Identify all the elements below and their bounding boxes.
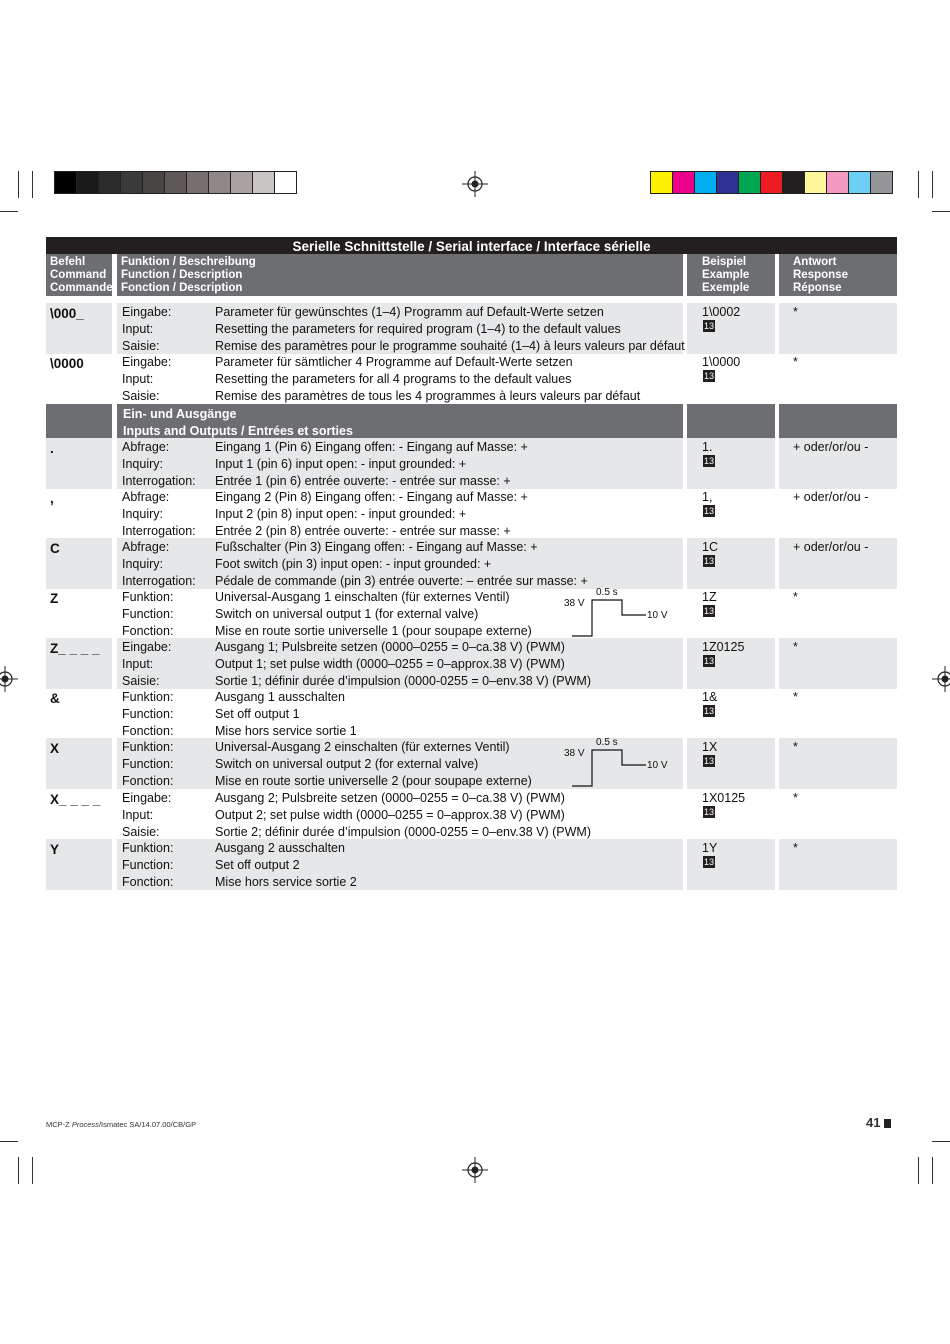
label-cell — [117, 789, 215, 840]
color-swatch — [165, 172, 187, 193]
section-cell — [779, 404, 897, 438]
response-text: + oder/or/ou - — [793, 440, 869, 454]
row-label: Abfrage: — [122, 540, 170, 554]
color-swatch — [651, 172, 673, 193]
color-swatch — [143, 172, 165, 193]
table-title: Serielle Schnittstelle / Serial interface / Interface sérielle — [46, 237, 897, 254]
description-cell — [215, 303, 683, 354]
row-label: Abfrage: — [122, 440, 170, 454]
command-code: X_ _ _ _ — [50, 792, 101, 807]
color-swatch — [231, 172, 253, 193]
row-label: Saisie: — [122, 388, 160, 403]
section-cell — [687, 404, 775, 438]
row-label: Fonction: — [122, 723, 174, 738]
row-description: Ausgang 2 ausschalten — [215, 841, 345, 855]
row-label: Function: — [122, 706, 174, 721]
row-label: Eingabe: — [122, 640, 172, 654]
row-label: Input: — [122, 321, 154, 336]
row-description: Remise des paramètres pour le programme souhaité (1–4) à leurs valeurs par défaut — [215, 338, 685, 353]
header-beispiel — [687, 254, 775, 296]
command-code: \000_ — [50, 306, 84, 321]
registration-mark-right-icon — [932, 666, 950, 692]
crop-mark — [918, 171, 919, 198]
row-description: Universal-Ausgang 2 einschalten (für externes Ventil) — [215, 740, 510, 754]
example-cell — [687, 738, 775, 789]
command-code: . — [50, 441, 54, 456]
command-cell — [46, 638, 112, 689]
row-description: Eingang 1 (Pin 6) Eingang offen: - Eingang auf Masse: + — [215, 440, 528, 454]
response-cell — [779, 588, 897, 639]
example-cell — [687, 588, 775, 639]
page-number-text: 41 — [866, 1115, 881, 1130]
color-swatch — [717, 172, 739, 193]
command-cell — [46, 438, 112, 489]
example-cell — [687, 353, 775, 404]
color-swatch — [849, 172, 871, 193]
response-text: * — [793, 355, 798, 369]
section-heading-line: Inputs and Outputs / Entrées et sorties — [123, 423, 353, 438]
row-description: Resetting the parameters for all 4 programs to the default values — [215, 371, 572, 386]
command-code: C — [50, 541, 60, 556]
color-swatch — [783, 172, 805, 193]
row-label: Inquiry: — [122, 506, 163, 521]
description-cell — [215, 488, 683, 539]
color-swatch — [805, 172, 827, 193]
row-description: Parameter für gewünschtes (1–4) Programm auf Default-Werte setzen — [215, 305, 604, 319]
command-cell — [46, 353, 112, 404]
row-label: Fonction: — [122, 874, 174, 889]
row-description: Parameter für sämtlicher 4 Programme auf Default-Werte setzen — [215, 355, 573, 369]
header-text: Response — [793, 269, 848, 281]
color-swatch — [253, 172, 275, 193]
color-swatch — [187, 172, 209, 193]
command-cell — [46, 688, 112, 739]
row-description: Set off output 1 — [215, 706, 300, 721]
response-cell — [779, 638, 897, 689]
row-description: Entrée 1 (pin 6) entrée ouverte: - entrée sur masse: + — [215, 473, 511, 488]
command-cell — [46, 738, 112, 789]
row-description: Entrée 2 (pin 8) entrée ouverte: - entrée sur masse: + — [215, 523, 511, 538]
row-label: Fonction: — [122, 773, 174, 788]
command-cell — [46, 839, 112, 890]
row-description: Foot switch (pin 3) input open: - input grounded: + — [215, 556, 492, 571]
example-text: 1C — [702, 540, 718, 554]
example-text: 1Z — [702, 590, 717, 604]
row-label: Funktion: — [122, 740, 174, 754]
header-antwort — [779, 254, 897, 296]
registration-mark-bottom-icon — [462, 1157, 488, 1183]
row-description: Input 1 (pin 6) input open: - input grounded: + — [215, 456, 467, 471]
label-cell — [117, 688, 215, 739]
description-cell — [215, 688, 683, 739]
header-funktion — [117, 254, 683, 296]
row-label: Eingabe: — [122, 791, 172, 805]
response-text: + oder/or/ou - — [793, 540, 869, 554]
header-text: Fonction / Description — [121, 282, 243, 294]
row-label: Function: — [122, 606, 174, 621]
label-cell — [117, 588, 215, 639]
registration-mark-left-icon — [0, 666, 18, 692]
row-description: Sortie 1; définir durée d’impulsion (0000-0255 = 0–env.38 V) (PWM) — [215, 673, 592, 688]
command-code: & — [50, 691, 60, 706]
color-swatch — [673, 172, 695, 193]
pulse-high-voltage: 38 V — [564, 748, 585, 759]
label-cell — [117, 488, 215, 539]
footer-text-italic: Process — [71, 1120, 99, 1129]
example-text: 1, — [702, 490, 713, 504]
example-cell — [687, 789, 775, 840]
row-label: Saisie: — [122, 338, 160, 353]
label-cell — [117, 303, 215, 354]
command-code: Y — [50, 842, 60, 857]
example-cell — [687, 438, 775, 489]
carriage-return-icon: 13 — [704, 857, 715, 867]
color-swatch — [275, 172, 296, 193]
section-heading — [117, 404, 683, 438]
command-cell — [46, 588, 112, 639]
command-code: \0000 — [50, 356, 84, 371]
pulse-low-voltage: 10 V — [647, 760, 668, 771]
crop-mark — [32, 171, 33, 198]
description-cell — [215, 638, 683, 689]
pulse-duration: 0.5 s — [596, 737, 618, 748]
carriage-return-icon: 13 — [704, 656, 715, 666]
pulse-duration: 0.5 s — [596, 587, 618, 598]
header-text: Beispiel — [702, 256, 747, 268]
row-label: Fonction: — [122, 623, 174, 638]
row-description: Switch on universal output 1 (for external valve) — [215, 606, 479, 621]
row-label: Input: — [122, 807, 154, 822]
crop-mark — [918, 1157, 919, 1184]
response-cell — [779, 738, 897, 789]
description-cell — [215, 839, 683, 890]
response-text: * — [793, 305, 798, 319]
response-cell — [779, 438, 897, 489]
page-marker-icon — [884, 1119, 891, 1128]
registration-mark-top-icon — [462, 171, 488, 197]
response-text: * — [793, 791, 798, 805]
color-swatch — [77, 172, 99, 193]
row-description: Mise en route sortie universelle 2 (pour soupape externe) — [215, 773, 532, 788]
footer-text: MCP-Z — [46, 1120, 72, 1129]
color-swatch — [695, 172, 717, 193]
command-cell — [46, 789, 112, 840]
row-description: Mise en route sortie universelle 1 (pour soupape externe) — [215, 623, 532, 638]
command-code: Z_ _ _ _ — [50, 641, 100, 656]
description-cell — [215, 438, 683, 489]
color-swatch — [99, 172, 121, 193]
section-cell — [46, 404, 112, 438]
row-label: Saisie: — [122, 824, 160, 839]
label-cell — [117, 538, 215, 589]
row-label: Funktion: — [122, 841, 174, 855]
response-cell — [779, 353, 897, 404]
header-text: Function / Description — [121, 269, 243, 281]
example-text: 1Y — [702, 841, 718, 855]
description-cell — [215, 538, 683, 589]
header-befehl — [46, 254, 112, 296]
row-description: Input 2 (pin 8) input open: - input grounded: + — [215, 506, 467, 521]
carriage-return-icon: 13 — [704, 756, 715, 766]
row-description: Switch on universal output 2 (for external valve) — [215, 756, 479, 771]
header-text: Commande — [50, 282, 113, 294]
row-description: Eingang 2 (Pin 8) Eingang offen: - Eingang auf Masse: + — [215, 490, 528, 504]
response-text: * — [793, 640, 798, 654]
row-description: Fußschalter (Pin 3) Eingang offen: - Eingang auf Masse: + — [215, 540, 538, 554]
crop-mark — [32, 1157, 33, 1184]
example-cell — [687, 839, 775, 890]
crop-mark — [932, 1141, 950, 1142]
carriage-return-icon: 13 — [704, 506, 715, 516]
section-heading-line: Ein- und Ausgänge — [123, 407, 237, 421]
page-number — [866, 1115, 891, 1130]
pulse-high-voltage: 38 V — [564, 598, 585, 609]
row-description: Mise hors service sortie 2 — [215, 874, 357, 889]
row-description: Ausgang 1; Pulsbreite setzen (0000–0255 = 0–ca.38 V) (PWM) — [215, 640, 565, 654]
row-description: Output 2; set pulse width (0000–0255 = 0–approx.38 V) (PWM) — [215, 807, 565, 822]
color-swatch — [827, 172, 849, 193]
row-description: Universal-Ausgang 1 einschalten (für externes Ventil) — [215, 590, 510, 604]
row-label: Funktion: — [122, 690, 174, 704]
header-text: Funktion / Beschreibung — [121, 256, 256, 268]
footer-text: /Ismatec SA/14.07.00/CB/GP — [98, 1120, 197, 1129]
header-text: Example — [702, 269, 750, 281]
example-cell — [687, 538, 775, 589]
response-text: + oder/or/ou - — [793, 490, 869, 504]
row-label: Interrogation: — [122, 573, 196, 588]
row-label: Inquiry: — [122, 556, 163, 571]
row-description: Set off output 2 — [215, 857, 300, 872]
crop-mark — [932, 1157, 933, 1184]
carriage-return-icon: 13 — [704, 706, 715, 716]
row-label: Input: — [122, 371, 154, 386]
response-cell — [779, 789, 897, 840]
row-description: Ausgang 1 ausschalten — [215, 690, 345, 704]
row-description: Output 1; set pulse width (0000–0255 = 0–approx.38 V) (PWM) — [215, 656, 565, 671]
example-text: 1X — [702, 740, 718, 754]
label-cell — [117, 839, 215, 890]
row-label: Function: — [122, 857, 174, 872]
response-cell — [779, 688, 897, 739]
command-cell — [46, 488, 112, 539]
label-cell — [117, 638, 215, 689]
header-text: Befehl — [50, 256, 86, 268]
example-text: 1& — [702, 690, 718, 704]
command-cell — [46, 538, 112, 589]
example-text: 1\0000 — [702, 355, 741, 369]
example-text: 1. — [702, 440, 713, 454]
color-swatch — [209, 172, 231, 193]
crop-mark — [0, 1141, 18, 1142]
example-cell — [687, 688, 775, 739]
footer-reference — [46, 1120, 196, 1129]
label-cell — [117, 738, 215, 789]
label-cell — [117, 438, 215, 489]
row-label: Funktion: — [122, 590, 174, 604]
response-cell — [779, 303, 897, 354]
row-label: Abfrage: — [122, 490, 170, 504]
header-text: Command — [50, 269, 107, 281]
example-cell — [687, 638, 775, 689]
response-cell — [779, 538, 897, 589]
example-text: 1X0125 — [702, 791, 746, 805]
row-label: Saisie: — [122, 673, 160, 688]
row-description: Ausgang 2; Pulsbreite setzen (0000–0255 = 0–ca.38 V) (PWM) — [215, 791, 565, 805]
example-cell — [687, 303, 775, 354]
description-cell — [215, 789, 683, 840]
row-description: Resetting the parameters for required program (1–4) to the default values — [215, 321, 621, 336]
crop-mark — [18, 171, 19, 198]
example-text: 1Z0125 — [702, 640, 745, 654]
row-label: Interrogation: — [122, 473, 196, 488]
row-label: Inquiry: — [122, 456, 163, 471]
row-description: Remise des paramètres de tous les 4 programmes à leurs valeurs par défaut — [215, 388, 641, 403]
color-swatch — [55, 172, 77, 193]
row-description: Sortie 2; définir durée d’impulsion (0000-0255 = 0–env.38 V) (PWM) — [215, 824, 592, 839]
description-cell — [215, 353, 683, 404]
row-label: Function: — [122, 756, 174, 771]
row-description: Pédale de commande (pin 3) entrée ouverte: – entrée sur masse: + — [215, 573, 588, 588]
color-calibration-strip — [650, 171, 893, 194]
color-swatch — [739, 172, 761, 193]
response-text: * — [793, 740, 798, 754]
header-text: Exemple — [702, 282, 750, 294]
crop-mark — [932, 171, 933, 198]
color-swatch — [121, 172, 143, 193]
response-cell — [779, 839, 897, 890]
gray-calibration-strip — [54, 171, 297, 194]
command-code: , — [50, 491, 54, 506]
carriage-return-icon: 13 — [704, 456, 715, 466]
carriage-return-icon: 13 — [704, 556, 715, 566]
response-text: * — [793, 590, 798, 604]
label-cell — [117, 353, 215, 404]
response-cell — [779, 488, 897, 539]
response-text: * — [793, 841, 798, 855]
row-label: Eingabe: — [122, 355, 172, 369]
response-text: * — [793, 690, 798, 704]
header-text: Antwort — [793, 256, 837, 268]
color-swatch — [761, 172, 783, 193]
command-cell — [46, 303, 112, 354]
example-text: 1\0002 — [702, 305, 741, 319]
row-label: Input: — [122, 656, 154, 671]
pulse-low-voltage: 10 V — [647, 610, 668, 621]
example-cell — [687, 488, 775, 539]
pulse-diagram — [560, 588, 680, 638]
carriage-return-icon: 13 — [704, 807, 715, 817]
row-description: Mise hors service sortie 1 — [215, 723, 357, 738]
color-swatch — [871, 172, 892, 193]
carriage-return-icon: 13 — [704, 321, 715, 331]
crop-mark — [18, 1157, 19, 1184]
carriage-return-icon: 13 — [704, 606, 715, 616]
row-label: Eingabe: — [122, 305, 172, 319]
row-label: Interrogation: — [122, 523, 196, 538]
command-code: Z — [50, 591, 59, 606]
header-text: Réponse — [793, 282, 842, 294]
crop-mark — [932, 211, 950, 212]
pulse-diagram — [560, 738, 680, 788]
crop-mark — [0, 211, 18, 212]
command-code: X — [50, 741, 60, 756]
carriage-return-icon: 13 — [704, 371, 715, 381]
